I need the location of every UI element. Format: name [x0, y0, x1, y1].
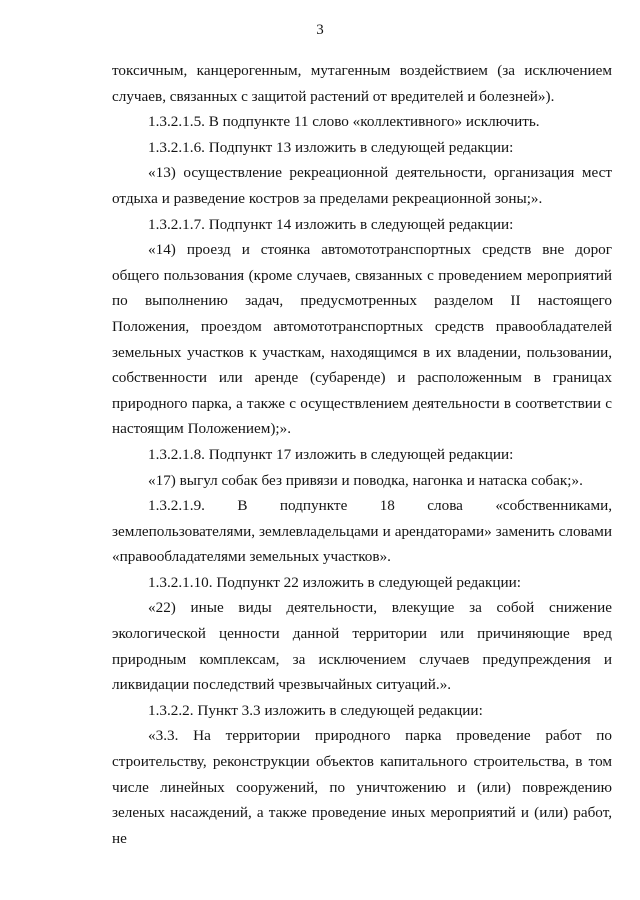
paragraph-subitem-13: «13) осуществление рекреационной деятельности, организация мест отдыха и разведение костров за пределами рекреационной зоны;». — [112, 164, 612, 207]
paragraph-1-3-2-1-9: 1.3.2.1.9. В подпункте 18 слова «собственниками, землепользователями, землевладельцами и арендаторами» заменить словами «правообладателями земельных участков». — [112, 497, 612, 566]
paragraph-1-3-2-1-10: 1.3.2.1.10. Подпункт 22 изложить в следующей редакции: — [148, 573, 521, 591]
document-body — [112, 58, 612, 851]
page-number: 3 — [316, 22, 324, 38]
paragraph-item-3-3: «3.3. На территории природного парка проведение работ по строительству, реконструкции объектов капитального строительства, в том числе линейных сооружений, по уничтожению и (или) повреждению зеленых насаждений, а также проведение иных мероприятий и (или) работ, не — [112, 727, 612, 847]
paragraph-1-3-2-1-5: 1.3.2.1.5. В подпункте 11 слово «коллективного» исключить. — [148, 113, 540, 131]
paragraph-1-3-2-1-7: 1.3.2.1.7. Подпункт 14 изложить в следующей редакции: — [148, 215, 514, 233]
paragraph-continuation: токсичным, канцерогенным, мутагенным воздействием (за исключением случаев, связанных с защитой растений от вредителей и болезней»). — [112, 62, 612, 105]
paragraph-subitem-14: «14) проезд и стоянка автомототранспортных средств вне дорог общего пользования (кроме случаев, связанных с проведением мероприятий по выполнению задач, предусмотренных разделом II настоящего Положения, проездом автомототранспортных средств правообладателей земельных участков к участкам, находящимся в их владении, пользовании, собственности или аренде (субаренде) и расположенным в границах природного парка, а также с осуществлением деятельности в соответствии с настоящим Положением);». — [112, 241, 612, 438]
paragraph-1-3-2-1-8: 1.3.2.1.8. Подпункт 17 изложить в следующей редакции: — [148, 445, 514, 463]
paragraph-1-3-2-2: 1.3.2.2. Пункт 3.3 изложить в следующей редакции: — [148, 701, 483, 719]
paragraph-subitem-22: «22) иные виды деятельности, влекущие за собой снижение экологической ценности данной территории или причиняющие вред природным комплексам, за исключением случаев предупреждения и ликвидации последствий чрезвычайных ситуаций.». — [112, 599, 612, 694]
paragraph-subitem-17: «17) выгул собак без привязи и поводка, нагонка и натаска собак;». — [148, 471, 583, 489]
paragraph-1-3-2-1-6: 1.3.2.1.6. Подпункт 13 изложить в следующей редакции: — [148, 138, 514, 156]
